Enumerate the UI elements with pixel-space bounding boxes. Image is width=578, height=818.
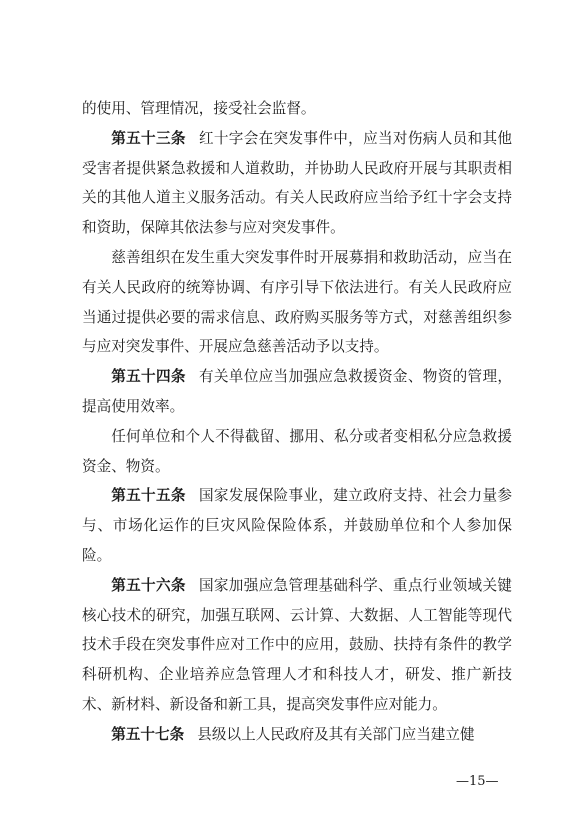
article-number: 第五十六条 [111, 576, 186, 594]
paragraph [82, 481, 512, 570]
paragraph-text: 红十字会在突发事件中，应当对伤病人员和其他受害者提供紧急救援和人道救助，并协助人民政府开展与其职责相关的其他人道主义服务活动。有关人民政府应当给予红十字会支持和资助，保障其依法参与应对突发事件。 [82, 129, 512, 237]
article-number: 第五十五条 [111, 487, 186, 505]
page-number: —15— [456, 774, 499, 789]
paragraph-text: 县级以上人民政府及其有关部门应当建立健 [197, 725, 475, 743]
article-number: 第五十七条 [111, 725, 185, 743]
paragraph [82, 720, 512, 750]
article-number: 第五十三条 [111, 129, 186, 147]
paragraph-text: 国家发展保险事业，建立政府支持、社会力量参与、市场化运作的巨灾风险保险体系，并鼓励单位和个人参加保险。 [82, 487, 512, 564]
paragraph [82, 571, 512, 720]
paragraph-text: 国家加强应急管理基础科学、重点行业领域关键核心技术的研究，加强互联网、云计算、大数据、人工智能等现代技术手段在突发事件应对工作中的应用，鼓励、扶持有条件的教学科研机构、企业培养应急管理人才和科技人才，研发、推广新技术、新材料、新设备和新工具，提高突发事件应对能力。 [82, 576, 512, 713]
document-body [82, 94, 512, 750]
paragraph [82, 362, 512, 422]
article-number: 第五十四条 [111, 368, 186, 386]
paragraph-text: 有关单位应当加强应急救援资金、物资的管理，提高使用效率。 [82, 368, 512, 415]
paragraph [82, 94, 512, 124]
paragraph [82, 422, 512, 482]
paragraph [82, 243, 512, 362]
paragraph-text: 慈善组织在发生重大突发事件时开展募捐和救助活动，应当在有关人民政府的统筹协调、有序引导下依法进行。有关人民政府应当通过提供必要的需求信息、政府购买服务等方式，对慈善组织参与应对突发事件、开展应急慈善活动予以支持。 [82, 248, 512, 356]
paragraph-text: 的使用、管理情况，接受社会监督。 [82, 100, 316, 117]
paragraph-text: 任何单位和个人不得截留、挪用、私分或者变相私分应急救援资金、物资。 [82, 427, 512, 475]
paragraph [82, 124, 512, 243]
